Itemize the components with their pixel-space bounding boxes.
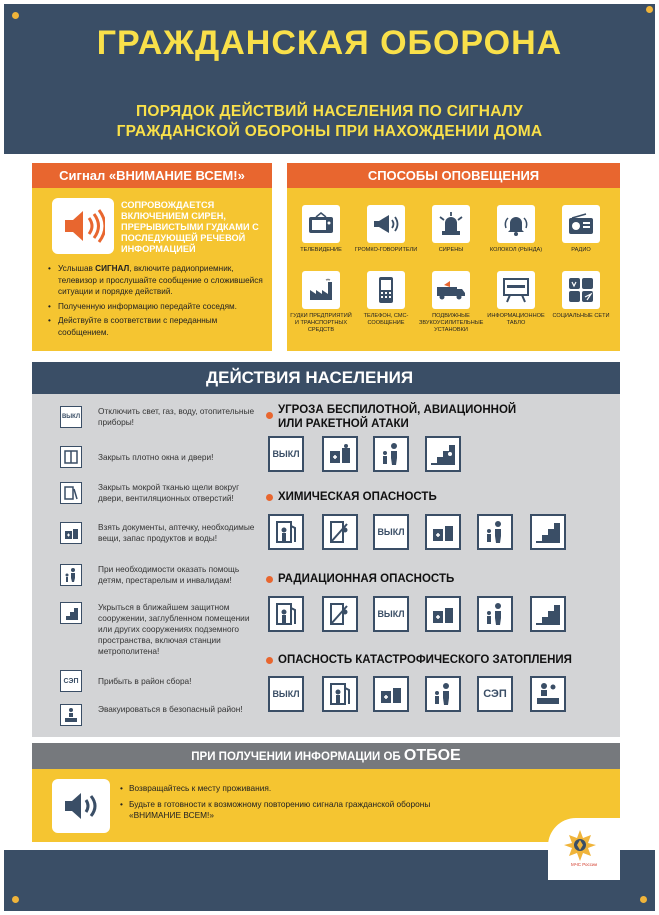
- method-label: ГУДКИ ПРЕДПРИЯТИЙ И ТРАНСПОРТНЫХ СРЕДСТВ: [290, 313, 352, 333]
- method-item: [354, 271, 418, 327]
- help-others-icon: [373, 436, 409, 472]
- social-networks-icon: [562, 271, 600, 309]
- phone-icon: [367, 271, 405, 309]
- threat-title: [278, 403, 516, 431]
- method-item: [289, 271, 353, 334]
- method-label: ПОДВИЖНЫЕ ЗВУКОУСИЛИТЕЛЬНЫЕ УСТАНОВКИ: [419, 313, 484, 333]
- signal-heading: Сигнал «ВНИМАНИЕ ВСЕМ!»: [32, 163, 272, 188]
- seal-gaps-icon: [322, 596, 358, 632]
- evacuate-icon: [60, 704, 82, 726]
- off-label: ВЫКЛ: [272, 449, 300, 459]
- method-label: ГРОМКО-ГОВОРИТЕЛИ: [354, 247, 418, 253]
- method-item: [549, 271, 613, 320]
- method-label: КОЛОКОЛ (РЫНДА): [489, 247, 543, 253]
- actions-heading: ДЕЙСТВИЯ НАСЕЛЕНИЯ: [32, 362, 620, 394]
- seal-gaps-icon: [322, 514, 358, 550]
- method-item: [419, 271, 483, 334]
- method-item: [419, 205, 483, 254]
- info-board-icon: [497, 271, 535, 309]
- decor-dot: [12, 896, 19, 903]
- method-label: СИРЕНЫ: [438, 247, 464, 253]
- legend-text: Отключить свет, газ, воду, отопительные приборы!: [98, 406, 255, 427]
- legend-text: Закрыть мокрой тканью щели вокруг двери, вентиляционных отверстий!: [98, 482, 240, 503]
- seal-gaps-icon: [60, 482, 82, 504]
- item-text: , включите радиоприемник, телевизор и прослушайте сообщение о сложившейся ситуации и порядке действий.: [58, 264, 263, 296]
- switch-off-icon: [373, 596, 409, 632]
- factory-horn-icon: [302, 271, 340, 309]
- threat-title-line: УГРОЗА БЕСПИЛОТНОЙ, АВИАЦИОННОЙ: [278, 404, 517, 416]
- switch-off-icon: [60, 406, 82, 428]
- mchs-logo: [548, 818, 620, 880]
- sep-label: СЭП: [63, 677, 79, 685]
- method-item: [484, 205, 548, 254]
- decor-dot: [646, 6, 653, 13]
- list-item: • Полученную информацию передайте соседям.: [48, 301, 270, 313]
- threat-bullet: [266, 657, 273, 664]
- page-subtitle: [4, 102, 655, 142]
- list-item: • Возвращайтесь к месту проживания.: [120, 783, 450, 794]
- documents-kit-icon: [60, 522, 82, 544]
- assembly-point-icon: [477, 676, 513, 712]
- all-clear-instructions: [120, 783, 450, 826]
- legend-text: Эвакуироваться в безопасный район!: [98, 704, 243, 714]
- method-label: ТЕЛЕФОН, СМС-СООБЩЕНИЕ: [363, 313, 409, 326]
- page-title: ГРАЖДАНСКАЯ ОБОРОНА: [96, 24, 563, 62]
- close-windows-icon: [322, 676, 358, 712]
- header-banner: [4, 4, 655, 154]
- method-item: [354, 205, 418, 254]
- list-item: • Будьте в готовности к возможному повторению сигнала гражданской обороны «ВНИМАНИЕ ВСЕМ!»: [120, 799, 450, 821]
- off-label: ВЫКЛ: [377, 609, 405, 619]
- subtitle-line-2: ГРАЖДАНСКОЙ ОБОРОНЫ ПРИ НАХОЖДЕНИИ ДОМА: [116, 123, 543, 140]
- speaker-icon: [52, 779, 110, 833]
- all-clear-panel: [32, 769, 620, 842]
- tv-icon: [302, 205, 340, 243]
- legend-text: Укрыться в ближайшем защитном сооружении, заглубленном помещении или других сооружениях подземного пространства, включая станции метрополитена!: [98, 602, 250, 656]
- item-bold-text: СИГНАЛ: [95, 264, 130, 273]
- legend-text: Закрыть плотно окна и двери!: [98, 452, 214, 462]
- signal-panel: [32, 163, 272, 351]
- method-label: РАДИО: [571, 247, 591, 253]
- documents-kit-icon: [322, 436, 358, 472]
- list-item: • Действуйте в соответствии с переданным сообщением.: [48, 315, 270, 338]
- methods-heading: СПОСОБЫ ОПОВЕЩЕНИЯ: [287, 163, 620, 188]
- threat-bullet: [266, 576, 273, 583]
- heading-text: ПРИ ПОЛУЧЕНИИ ИНФОРМАЦИИ ОБ: [191, 751, 404, 763]
- shelter-icon: [530, 596, 566, 632]
- close-windows-icon: [268, 596, 304, 632]
- sep-label: СЭП: [483, 688, 507, 700]
- documents-kit-icon: [425, 514, 461, 550]
- off-label: ВЫКЛ: [61, 414, 81, 420]
- siren-icon: [432, 205, 470, 243]
- method-label: ТЕЛЕВИДЕНИЕ: [300, 247, 342, 253]
- threat-title: РАДИАЦИОННАЯ ОПАСНОСТЬ: [278, 573, 455, 585]
- method-item: [484, 271, 548, 327]
- evacuate-icon: [530, 676, 566, 712]
- help-others-icon: [60, 564, 82, 586]
- signal-description: СОПРОВОЖДАЕТСЯ ВКЛЮЧЕНИЕМ СИРЕН, ПРЕРЫВИСТЫМИ ГУДКАМИ С ПОСЛЕДУЮЩЕЙ РЕЧЕВОЙ ИНФОРМАЦИЕЙ: [121, 200, 259, 254]
- method-item: [549, 205, 613, 254]
- switch-off-icon: [268, 436, 304, 472]
- method-label: СОЦИАЛЬНЫЕ СЕТИ: [552, 313, 610, 319]
- threat-title: ОПАСНОСТЬ КАТАСТРОФИЧЕСКОГО ЗАТОПЛЕНИЯ: [278, 654, 572, 666]
- help-others-icon: [425, 676, 461, 712]
- legend-text: При необходимости оказать помощь детям, престарелым и инвалидам!: [98, 564, 240, 585]
- help-others-icon: [477, 514, 513, 550]
- list-item: [48, 263, 270, 298]
- bell-icon: [497, 205, 535, 243]
- off-label: ВЫКЛ: [272, 689, 300, 699]
- switch-off-icon: [268, 676, 304, 712]
- decor-dot: [640, 896, 647, 903]
- shelter-icon: [60, 602, 82, 624]
- documents-kit-icon: [425, 596, 461, 632]
- heading-emphasis: ОТБОЕ: [403, 747, 461, 764]
- notification-methods-panel: [287, 163, 620, 351]
- documents-kit-icon: [373, 676, 409, 712]
- off-label: ВЫКЛ: [377, 527, 405, 537]
- item-text: Услышав: [58, 264, 96, 273]
- mobile-speaker-icon: [432, 271, 470, 309]
- threat-bullet: [266, 412, 273, 419]
- help-others-icon: [477, 596, 513, 632]
- close-windows-icon: [60, 446, 82, 468]
- shelter-icon: [425, 436, 461, 472]
- logo-caption: МЧС России: [571, 862, 598, 867]
- actions-panel: [32, 394, 620, 737]
- signal-instructions: [48, 263, 270, 341]
- decor-dot: [12, 12, 19, 19]
- assembly-point-icon: [60, 670, 82, 692]
- shelter-icon: [530, 514, 566, 550]
- method-item: [289, 205, 353, 254]
- siren-sound-icon: [52, 198, 114, 254]
- subtitle-line-1: ПОРЯДОК ДЕЙСТВИЙ НАСЕЛЕНИЯ ПО СИГНАЛУ: [135, 103, 524, 120]
- close-windows-icon: [268, 514, 304, 550]
- threat-title-line: ИЛИ РАКЕТНОЙ АТАКИ: [278, 418, 409, 430]
- threat-title: ХИМИЧЕСКАЯ ОПАСНОСТЬ: [278, 491, 437, 503]
- legend-text: Взять документы, аптечку, необходимые вещи, запас продуктов и воды!: [98, 522, 255, 543]
- method-label: ИНФОРМАЦИОННОЕ ТАБЛО: [487, 313, 545, 326]
- radio-icon: [562, 205, 600, 243]
- all-clear-heading: [32, 743, 620, 769]
- switch-off-icon: [373, 514, 409, 550]
- threat-bullet: [266, 494, 273, 501]
- legend-text: Прибыть в район сбора!: [98, 676, 192, 686]
- loudspeaker-icon: [367, 205, 405, 243]
